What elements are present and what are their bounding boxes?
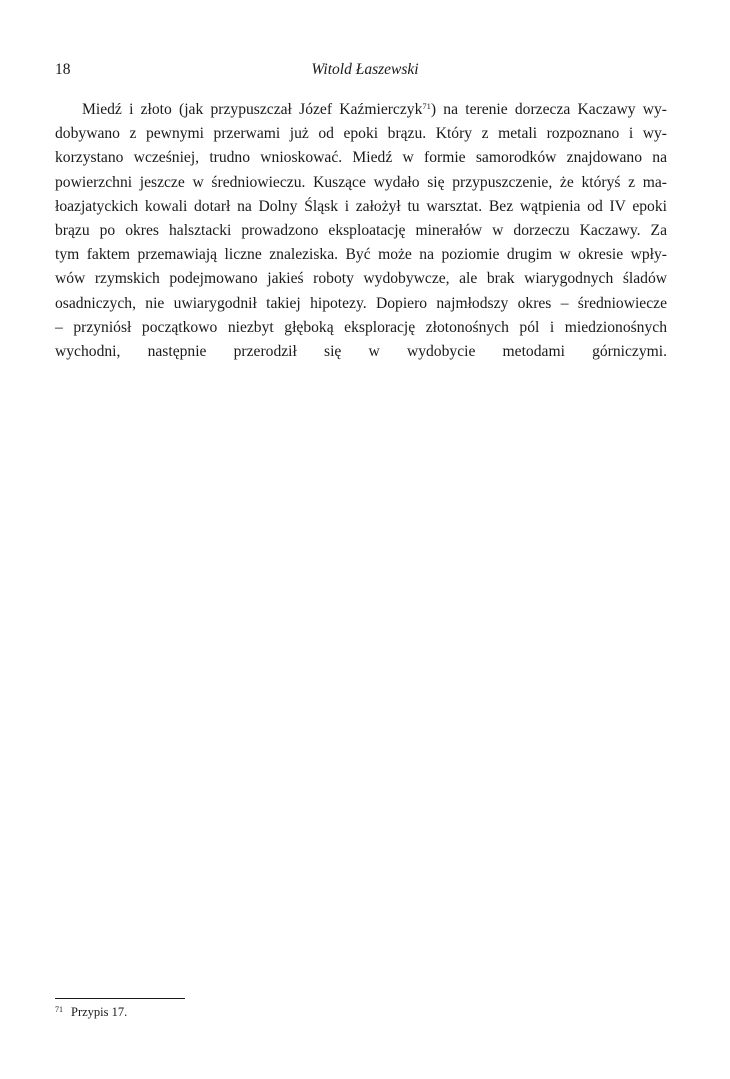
footnote-number: 71: [55, 1005, 63, 1014]
paragraph-line: tym faktem przemawiają liczne znaleziska. Być może na poziomie drugim w okresie wpły-: [55, 246, 667, 264]
paragraph-line: – przyniósł początkowo niezbyt głęboką eksplorację złotonośnych pól i miedzionośnych: [55, 318, 667, 336]
paragraph-line: wychodni, następnie przerodził się w wydobycie metodami górniczymi.: [55, 342, 667, 360]
paragraph-line: łoazjatyckich kowali dotarł na Dolny Śląsk i założył tu warsztat. Bez wątpienia od IV epoki: [55, 197, 667, 215]
paragraph-line: powierzchni jeszcze w średniowieczu. Kuszące wydało się przypuszczenie, że któryś z ma-: [55, 173, 667, 191]
paragraph-line: korzystano wcześniej, trudno wnioskować. Miedź w formie samorodków znajdowano na: [55, 149, 667, 167]
paragraph-line-text: Miedź i złoto (jak przypuszczał Józef Kaźmierczyk: [82, 101, 423, 118]
paragraph-line: [55, 364, 667, 388]
page-number: 18: [55, 61, 71, 78]
running-title: Witold Łaszewski: [311, 61, 419, 78]
footnote-divider: [55, 998, 185, 999]
paragraph-line: dobywano z pewnymi przerwami już od epoki brązu. Który z metali rozpoznano i wy-: [55, 125, 667, 143]
paragraph-line: osadniczych, nie uwiarygodnił takiej hipotezy. Dopiero najmłodszy okres – średniowiecze: [55, 294, 667, 312]
footnote: [55, 1004, 127, 1020]
paragraph-line-text: ) na terenie dorzecza Kaczawy wy-: [430, 101, 667, 118]
paragraph-line: brązu po okres halsztacki prowadzono eksploatację minerałów w dorzeczu Kaczawy. Za: [55, 221, 667, 239]
paragraph-line: [55, 98, 667, 122]
paragraph-line: wów rzymskich podejmowano jakieś roboty wydobywcze, ale brak wiarygodnych śladów: [55, 270, 667, 288]
footnote-text: Przypis 17.: [71, 1005, 128, 1019]
body-paragraph: [55, 98, 667, 388]
footnote-reference[interactable]: 71: [422, 101, 431, 111]
